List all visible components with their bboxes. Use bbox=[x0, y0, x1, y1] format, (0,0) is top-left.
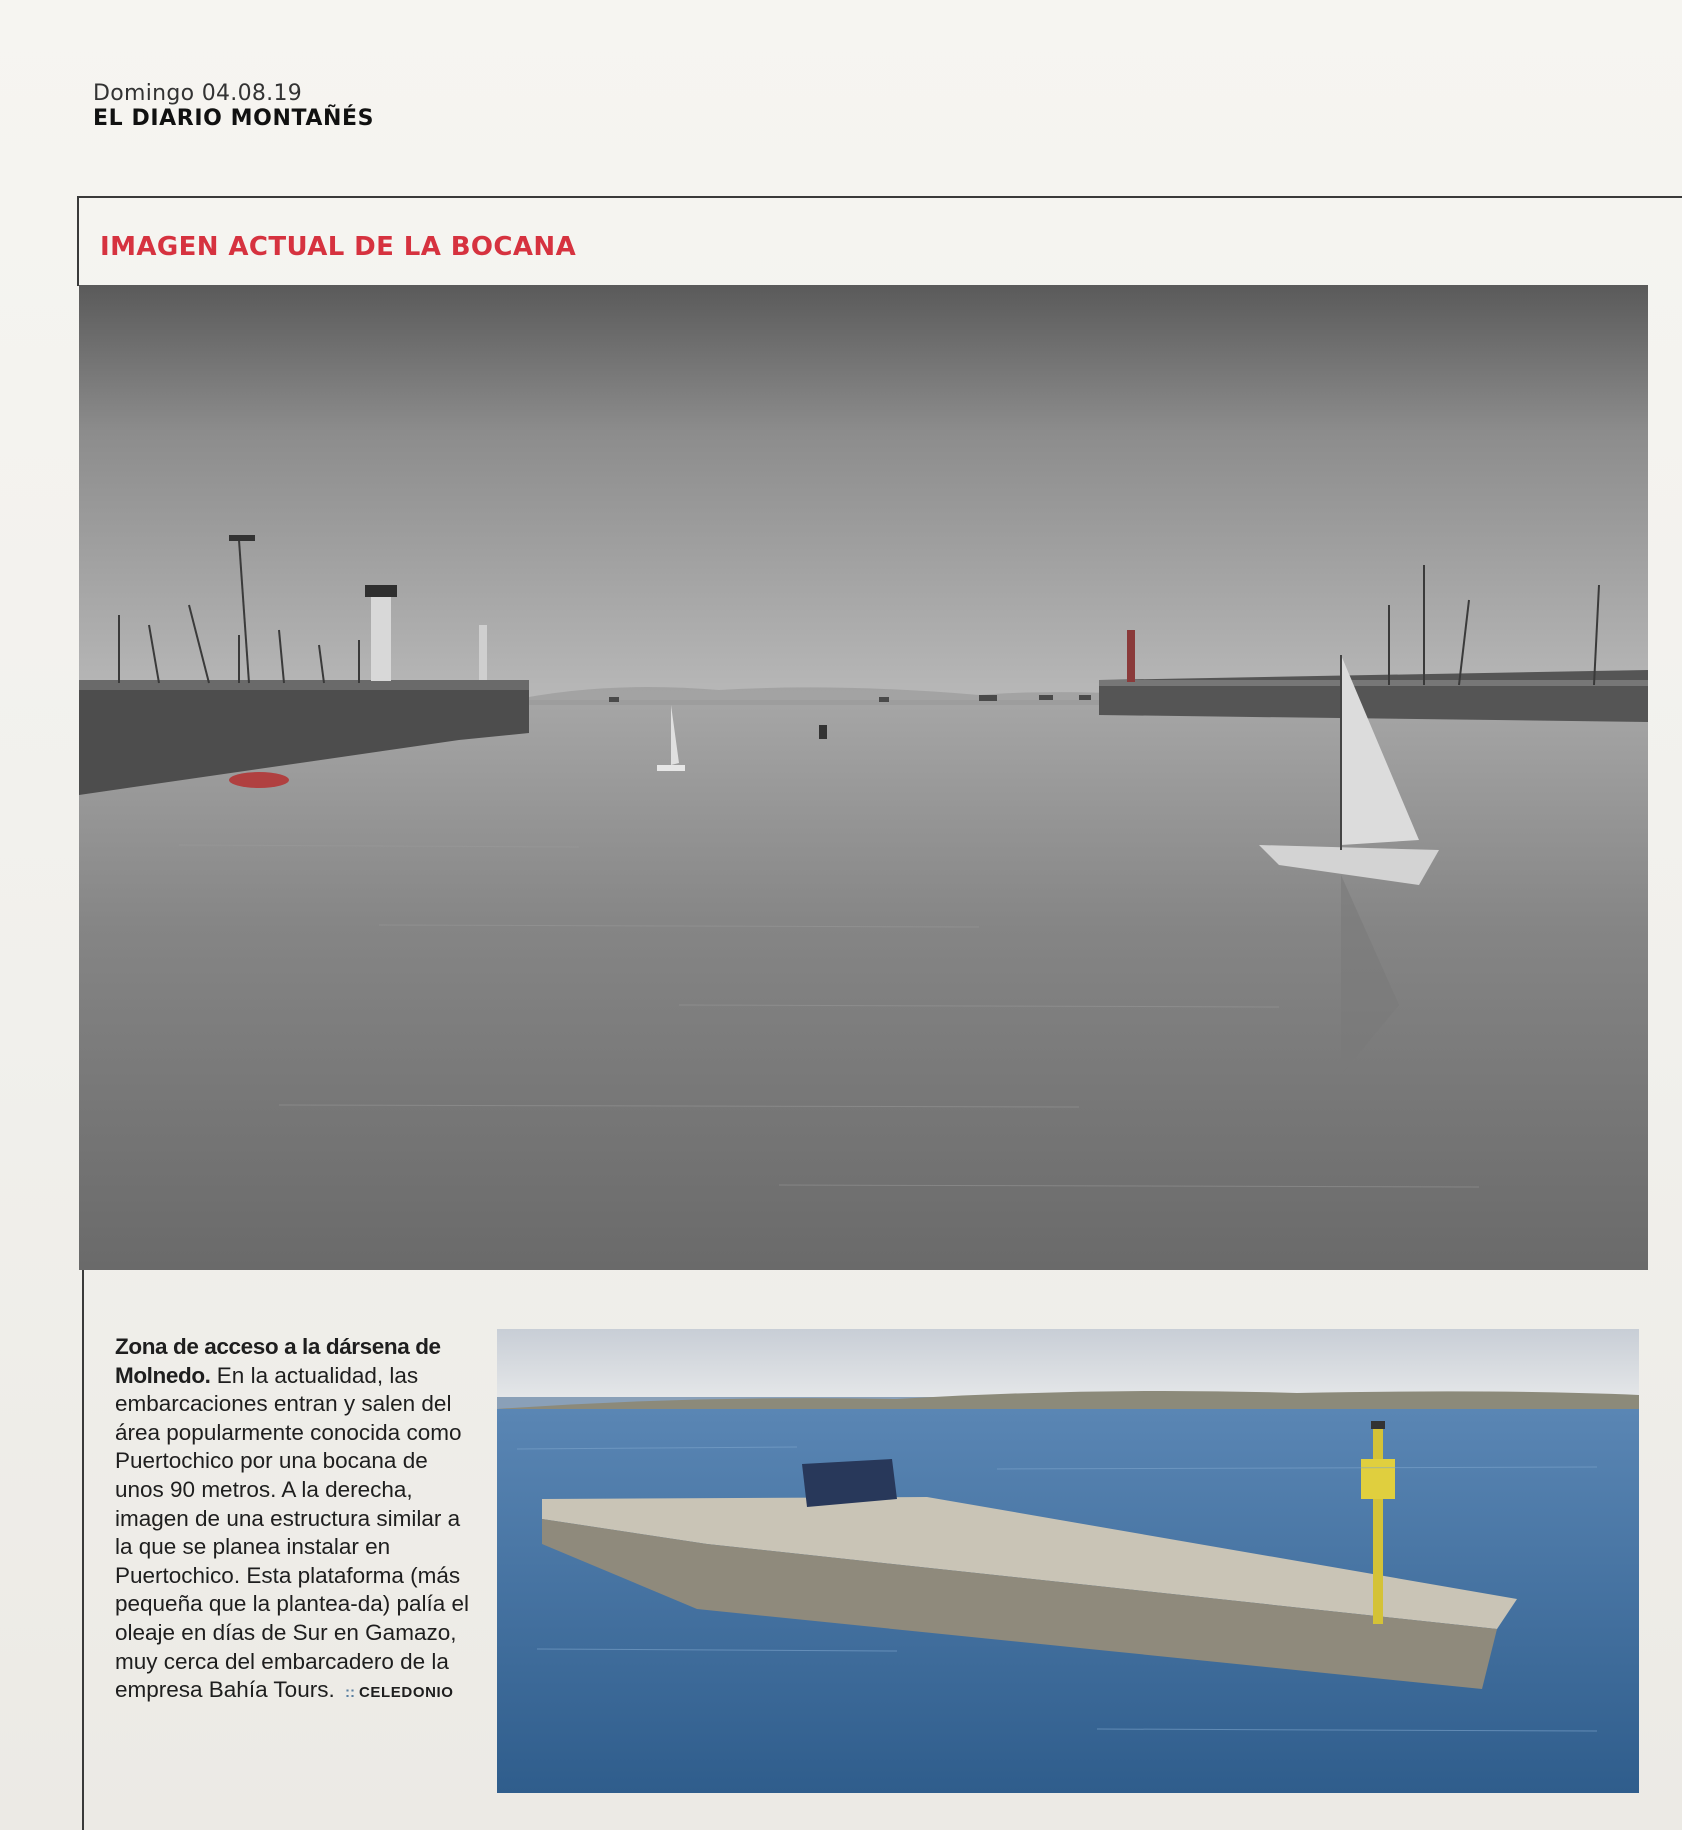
newspaper-name: EL DIARIO MONTAÑÉS bbox=[93, 105, 375, 131]
issue-date: Domingo 04.08.19 bbox=[93, 81, 303, 106]
section-label: IMAGEN ACTUAL DE LA BOCANA bbox=[100, 232, 577, 262]
caption-lead: Zona de acceso a la dársena de Molnedo. bbox=[115, 1334, 441, 1388]
photo-caption bbox=[115, 1333, 475, 1708]
secondary-photo bbox=[497, 1329, 1639, 1793]
photo-credit: CELEDONIO bbox=[358, 1684, 454, 1702]
main-photo bbox=[79, 285, 1648, 1270]
credit-separator: :: bbox=[344, 1684, 355, 1702]
caption-body: En la actualidad, las embarcaciones entran y salen del área popularmente conocida como Puertochico por una bocana de unos 90 metros. A la derecha, imagen de una estructura similar a la que se planea instalar en Puertochico. Esta plataforma (más pequeña que la plantea-da) palía el oleaje en días de Sur en Gamazo, muy cerca del embarcadero de la empresa Bahía Tours. bbox=[115, 1362, 470, 1703]
masthead bbox=[93, 82, 374, 131]
frame-rule-left-lower bbox=[82, 1268, 84, 1830]
frame-rule-left bbox=[77, 196, 79, 286]
frame-rule-top bbox=[77, 196, 1682, 198]
